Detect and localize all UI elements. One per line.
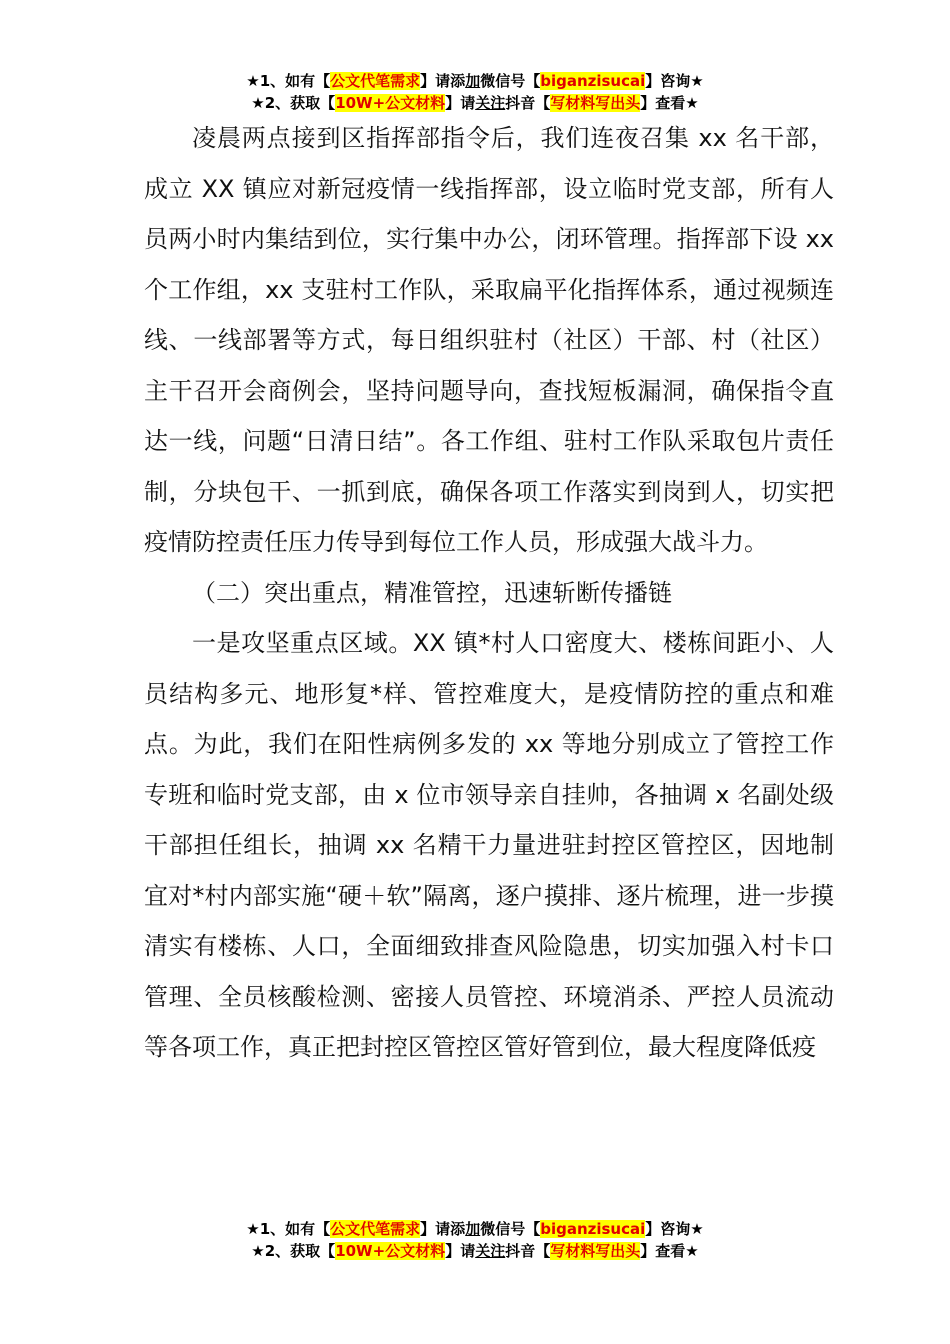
notice-text: 抖音【 xyxy=(505,94,551,112)
paragraph-1: 凌晨两点接到区指挥部指令后，我们连夜召集 xx 名干部，成立 XX 镇应对新冠疫情一线指挥部，设立临时党支部，所有人员两小时内集结到位，实行集中办公，闭环管理。指挥部下设 xx 个工作组，xx 支驻村工作队，采取扁平化指挥体系，通过视频连线、一线部署等方式，每日组织驻村（社区）干部、村（社区）主干召开会商例会，坚持问题导向，查找短板漏洞，确保指令直达一线，问题“日清日结”。各工作组、驻村工作队采取包片责任制，分块包干、一抓到底，确保各项工作落实到岗到人，切实把疫情防控责任压力传导到每位工作人员，形成强大战斗力。 xyxy=(144,124,834,556)
notice-highlight: 10W+公文材料 xyxy=(335,94,446,112)
notice-text: 】请添 xyxy=(420,1220,466,1238)
notice-text: 】请 xyxy=(445,94,476,112)
notice-underline: 关注 xyxy=(475,94,506,112)
notice-underline: 加 xyxy=(465,1220,481,1238)
notice-line-1 xyxy=(0,1218,950,1240)
header-notice xyxy=(0,70,950,114)
notice-text: 】请 xyxy=(445,1242,476,1260)
section-heading: （二）突出重点，精准管控，迅速斩断传播链 xyxy=(192,578,672,607)
notice-highlight: biganzisucai xyxy=(540,72,646,90)
notice-line-2 xyxy=(0,1240,950,1262)
notice-text: ★2、获取【 xyxy=(251,1242,336,1260)
notice-line-2 xyxy=(0,92,950,114)
notice-highlight: 公文代笔需求 xyxy=(330,1220,421,1238)
notice-highlight: 写材料写出头 xyxy=(550,94,641,112)
notice-highlight: 公文代笔需求 xyxy=(330,72,421,90)
notice-text: 】查看★ xyxy=(640,1242,699,1260)
notice-underline: 加 xyxy=(465,72,481,90)
notice-text: ★2、获取【 xyxy=(251,94,336,112)
notice-text: 微信号【 xyxy=(480,72,541,90)
notice-text: 】咨询★ xyxy=(645,1220,704,1238)
notice-text: 】咨询★ xyxy=(645,72,704,90)
notice-text: 】请添 xyxy=(420,72,466,90)
notice-highlight: 10W+公文材料 xyxy=(335,1242,446,1260)
notice-text: 】查看★ xyxy=(640,94,699,112)
notice-highlight: biganzisucai xyxy=(540,1220,646,1238)
notice-underline: 关注 xyxy=(475,1242,506,1260)
notice-text: 微信号【 xyxy=(480,1220,541,1238)
document-body xyxy=(144,113,834,1073)
notice-line-1 xyxy=(0,70,950,92)
notice-text: ★1、如有【 xyxy=(246,72,331,90)
notice-text: ★1、如有【 xyxy=(246,1220,331,1238)
notice-text: 抖音【 xyxy=(505,1242,551,1260)
footer-notice xyxy=(0,1218,950,1262)
notice-highlight: 写材料写出头 xyxy=(550,1242,641,1260)
paragraph-2: 一是攻坚重点区域。XX 镇*村人口密度大、楼栋间距小、人员结构多元、地形复*样、管控难度大，是疫情防控的重点和难点。为此，我们在阳性病例多发的 xx 等地分别成立了管控工作专班和临时党支部，由 x 位市领导亲自挂帅，各抽调 x 名副处级干部担任组长，抽调 xx 名精干力量进驻封控区管控区，因地制宜对*村内部实施“硬＋软”隔离，逐户摸排、逐片梳理，进一步摸清实有楼栋、人口，全面细致排查风险隐患，切实加强入村卡口管理、全员核酸检测、密接人员管控、环境消杀、严控人员流动等各项工作，真正把封控区管控区管好管到位，最大程度降低疫 xyxy=(144,629,834,1061)
